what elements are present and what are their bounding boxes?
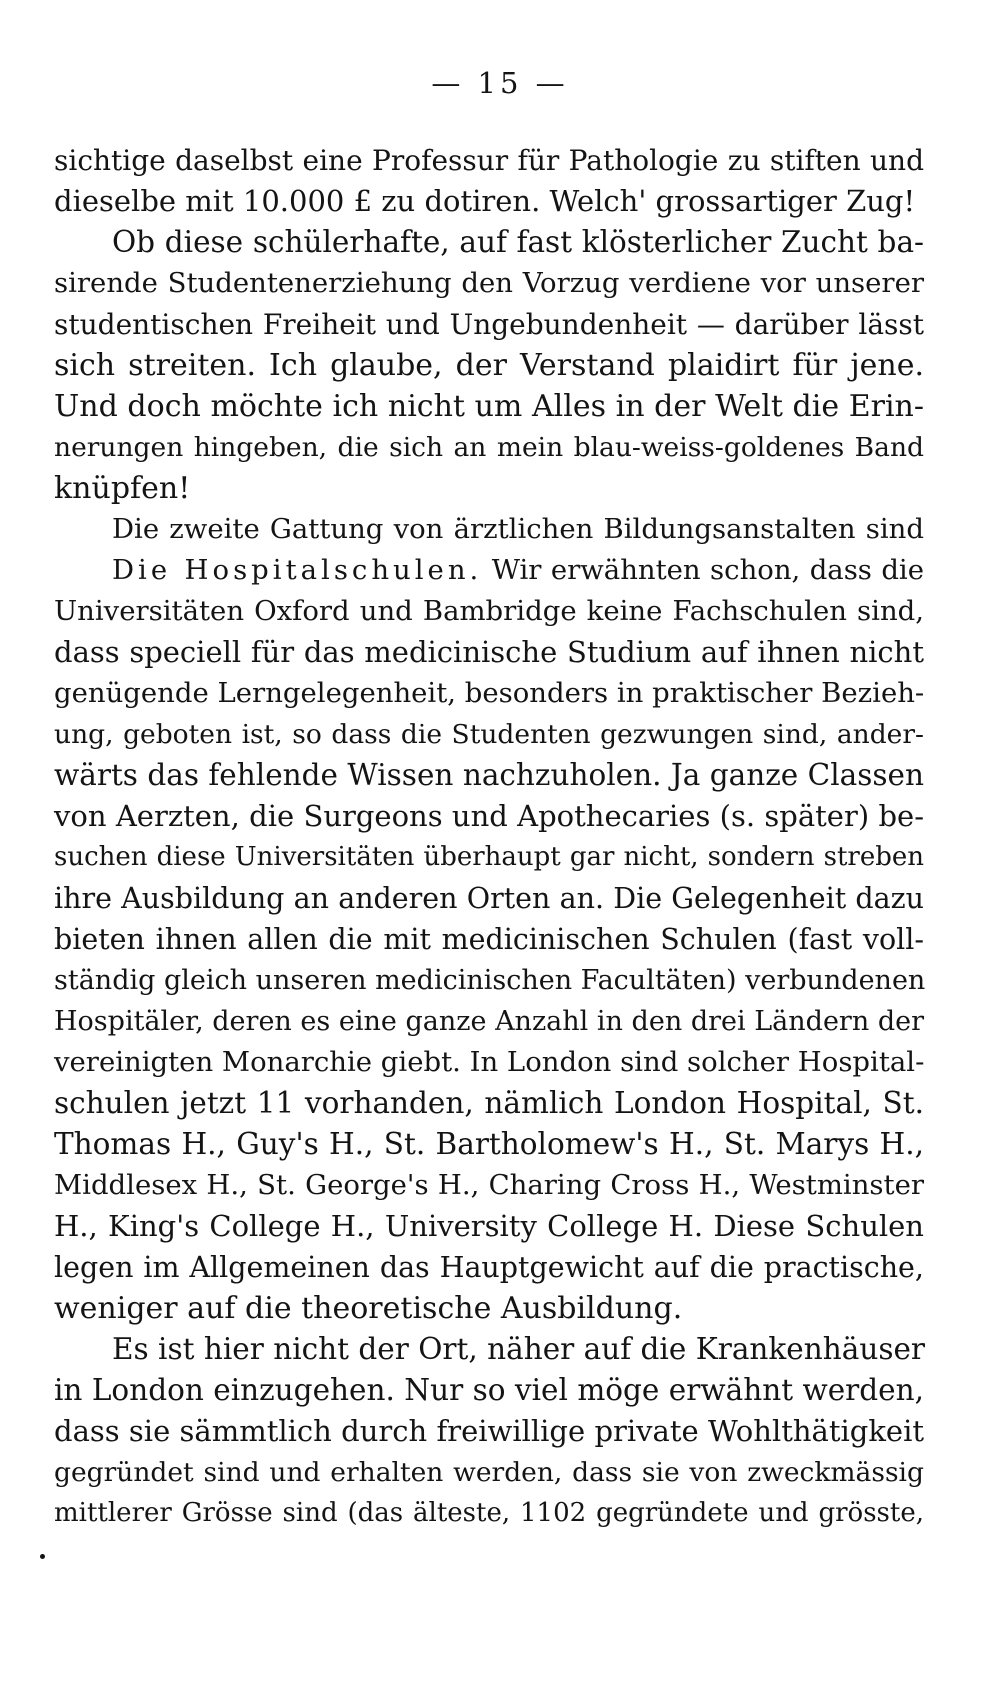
body-text xyxy=(54,140,924,1534)
paragraph xyxy=(54,222,924,509)
text-line: Es ist hier nicht der Ort, näher auf die Krankenhäuser xyxy=(112,1332,926,1366)
text-line: mittlerer Grösse sind (das älteste, 1102 gegründete und grösste, xyxy=(54,1498,924,1528)
text-line: Universitäten Oxford und Bambridge keine Fachschulen sind, xyxy=(54,595,924,627)
text-line: schulen jetzt 11 vorhanden, nämlich London Hospital, St. xyxy=(54,1086,924,1120)
text-line: ständig gleich unseren medicinischen Facultäten) verbundenen xyxy=(54,965,926,996)
text-line: knüpfen! xyxy=(54,471,191,506)
text-line: H., King's College H., University College H. Diese Schulen xyxy=(54,1209,924,1243)
text-line: von Aerzten, die Surgeons und Apothecaries (s. später) be- xyxy=(54,799,924,833)
spaced-term: Die Hospitalschulen. xyxy=(112,554,483,586)
text-line: dass sie sämmtlich durch freiwillige private Wohlthätigkeit xyxy=(54,1414,924,1448)
text-line: ihre Ausbildung an anderen Orten an. Die Gelegenheit dazu xyxy=(54,882,924,915)
text-line: Die zweite Gattung von ärztlichen Bildungsanstalten sind xyxy=(112,513,924,545)
text-line: Und doch möchte ich nicht um Alles in der Welt die Erin- xyxy=(54,389,924,424)
text-line: weniger auf die theoretische Ausbildung. xyxy=(54,1291,683,1326)
text-line: sirende Studentenerziehung den Vorzug verdiene vor unserer xyxy=(54,267,924,299)
text-line: bieten ihnen allen die mit medicinischen Schulen (fast voll- xyxy=(54,923,924,956)
paragraph xyxy=(54,1329,924,1534)
text-line: genügende Lerngelegenheit, besonders in praktischer Bezieh- xyxy=(54,677,925,709)
text-line: studentischen Freiheit und Ungebundenheit — darüber lässt xyxy=(54,308,924,341)
paragraph xyxy=(54,140,924,222)
text-line: Hospitäler, deren es eine ganze Anzahl in den drei Ländern der xyxy=(54,1006,924,1037)
print-speck xyxy=(40,1554,45,1559)
text-line: dass speciell für das medicinische Studium auf ihnen nicht xyxy=(54,635,924,669)
text-span: Wir erwähnten schon, dass die xyxy=(491,554,925,586)
text-line: gegründet sind und erhalten werden, dass sie von zweckmässig xyxy=(54,1457,924,1488)
page-number: — 15 — xyxy=(431,66,569,100)
text-line: wärts das fehlende Wissen nachzuholen. Ja ganze Classen xyxy=(54,758,924,792)
text-line: legen im Allgemeinen das Hauptgewicht auf die practische, xyxy=(54,1251,924,1284)
text-line: ung, geboten ist, so dass die Studenten gezwungen sind, ander- xyxy=(54,719,924,750)
text-line xyxy=(54,550,924,591)
text-line: Ob diese schülerhafte, auf fast klösterlicher Zucht ba- xyxy=(112,225,924,259)
text-line: nerungen hingeben, die sich an mein blau-weiss-goldenes Band xyxy=(54,432,924,463)
text-line: Middlesex H., St. George's H., Charing Cross H., Westminster xyxy=(54,1169,924,1201)
text-line: sichtige daselbst eine Professur für Pathologie zu stiften und xyxy=(54,144,924,177)
text-line: in London einzugehen. Nur so viel möge erwähnt werden, xyxy=(54,1373,924,1407)
text-line: dieselbe mit 10.000 £ zu dotiren. Welch' grossartiger Zug! xyxy=(54,184,916,218)
text-line: Thomas H., Guy's H., St. Bartholomew's H., St. Marys H., xyxy=(54,1127,924,1161)
paragraph xyxy=(54,509,924,1329)
text-line: sich streiten. Ich glaube, der Verstand plaidirt für jene. xyxy=(54,348,924,383)
text-line: suchen diese Universitäten überhaupt gar nicht, sondern streben xyxy=(54,842,924,872)
text-line: vereinigten Monarchie giebt. In London sind solcher Hospital- xyxy=(54,1046,925,1078)
